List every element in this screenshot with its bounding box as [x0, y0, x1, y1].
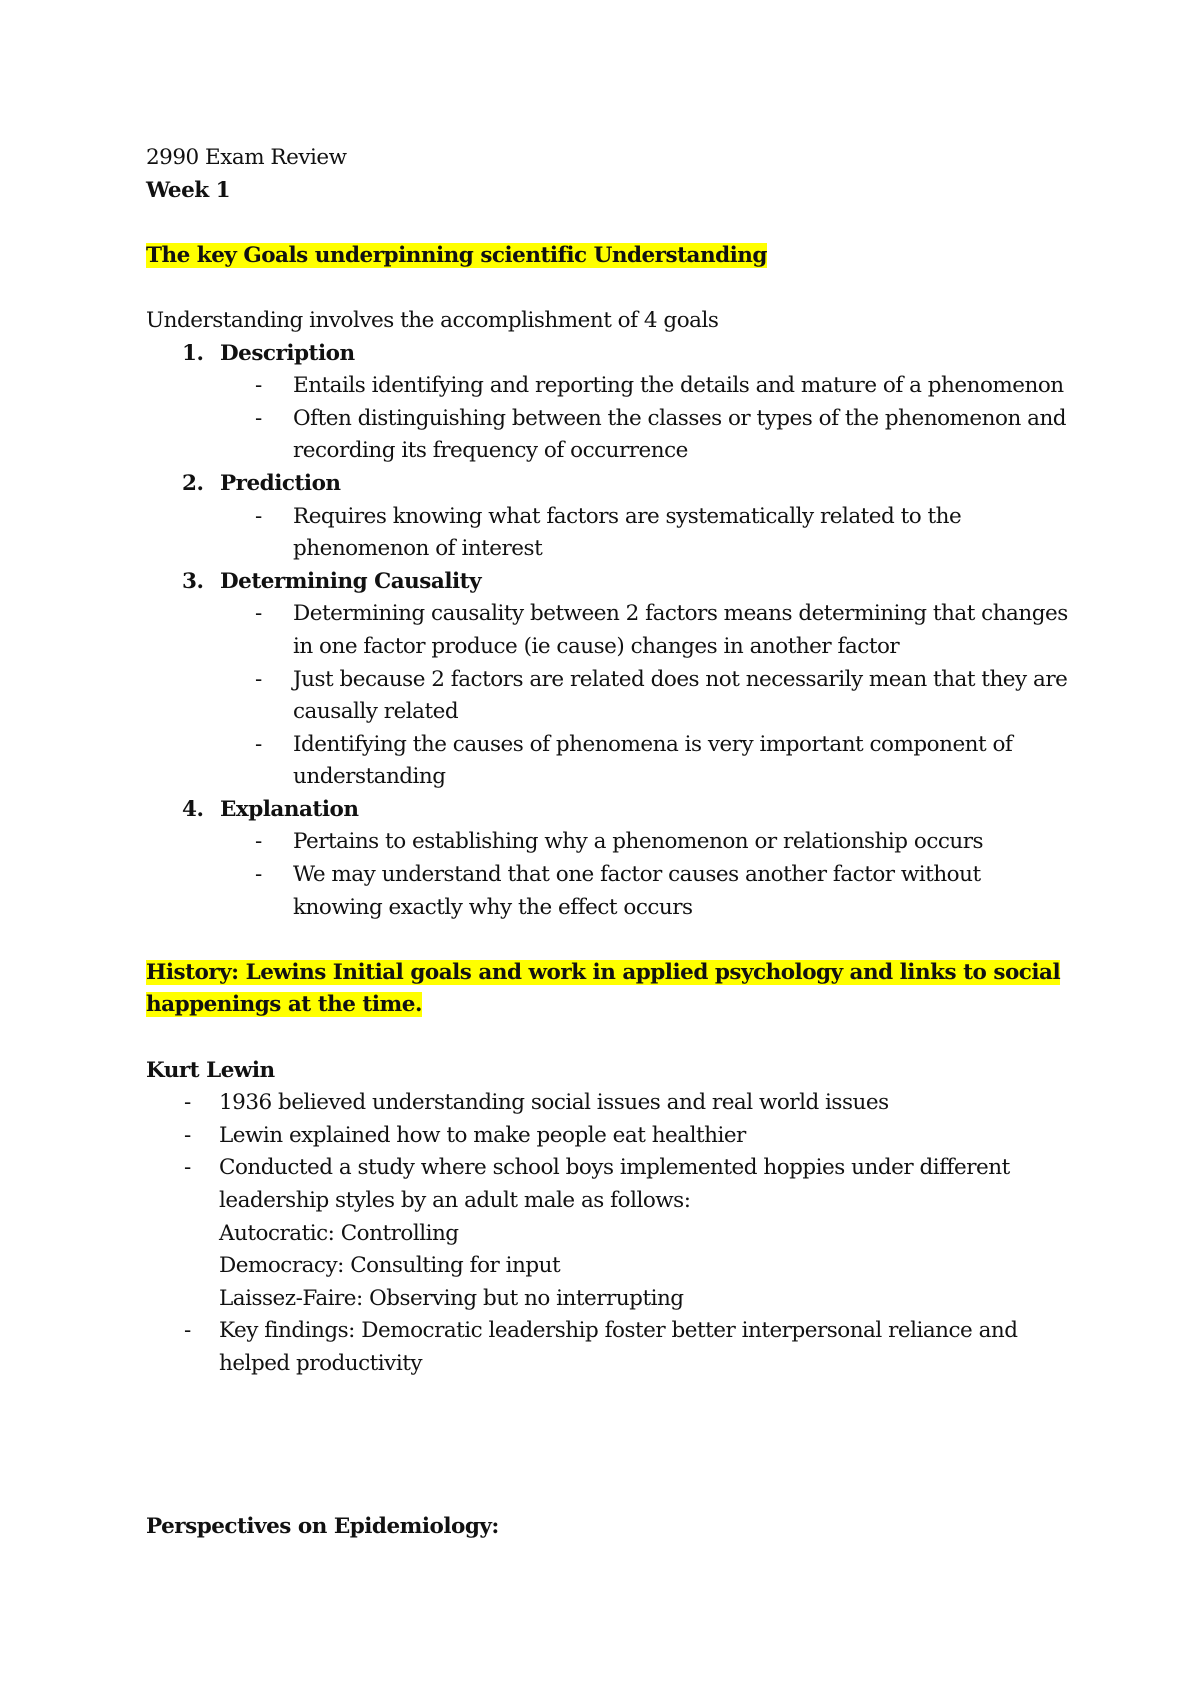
bullet-text: helped productivity — [219, 1350, 422, 1376]
bullet-text: phenomenon of interest — [293, 536, 543, 562]
bullet-dash: - — [255, 601, 262, 627]
section-heading-goals: The key Goals underpinning scientific Understanding — [146, 242, 767, 268]
section-heading-epidemiology: Perspectives on Epidemiology: — [146, 1513, 499, 1539]
section-heading-history-line2: happenings at the time. — [146, 992, 422, 1018]
lewin-bullet — [146, 1152, 1086, 1315]
bullet-dash: - — [255, 862, 262, 888]
goal-title: Determining Causality — [220, 568, 482, 594]
bullet-dash: - — [184, 1090, 191, 1116]
goal-title: Description — [220, 340, 355, 366]
bullet-text: Entails identifying and reporting the details and mature of a phenomenon — [293, 373, 1064, 399]
goal-number: 4. — [182, 796, 204, 822]
lewin-list — [146, 1087, 1086, 1380]
bullet-text: Lewin explained how to make people eat healthier — [219, 1122, 746, 1148]
bullet-text: knowing exactly why the effect occurs — [293, 894, 693, 920]
spacer — [146, 207, 1086, 240]
bullet-text: causally related — [293, 699, 459, 725]
bullet-text: Often distinguishing between the classes or types of the phenomenon and — [293, 405, 1067, 431]
bullet-text: in one factor produce (ie cause) changes in another factor — [293, 633, 900, 659]
bullet-text: Requires knowing what factors are systematically related to the — [293, 503, 962, 529]
goal-item — [146, 468, 1086, 501]
week-label: Week 1 — [146, 177, 231, 203]
goal-number: 3. — [182, 568, 204, 594]
bullet-text: Key findings: Democratic leadership foster better interpersonal reliance and — [219, 1318, 1018, 1344]
bullet-text: Pertains to establishing why a phenomenon or relationship occurs — [293, 829, 984, 855]
bullet-text: understanding — [293, 764, 446, 790]
spacer — [146, 1446, 1086, 1479]
goal-bullet — [146, 598, 1086, 663]
section-heading-history-line1: History: Lewins Initial goals and work in applied psychology and links to social — [146, 959, 1061, 985]
bullet-dash: - — [184, 1318, 191, 1344]
goal-item — [146, 794, 1086, 827]
document-title: 2990 Exam Review — [146, 145, 347, 170]
goal-number: 1. — [182, 340, 204, 366]
spacer — [146, 1381, 1086, 1414]
bullet-text: Identifying the causes of phenomena is very important component of — [293, 731, 1013, 757]
goal-item — [146, 338, 1086, 371]
goals-list — [146, 338, 1086, 925]
goal-bullet — [146, 826, 1086, 859]
document-page — [146, 142, 1086, 1544]
bullet-text: We may understand that one factor causes another factor without — [293, 862, 981, 888]
bullet-dash: - — [255, 373, 262, 399]
spacer — [146, 1022, 1086, 1055]
bullet-text: 1936 believed understanding social issues and real world issues — [219, 1090, 889, 1116]
bullet-text: Autocratic: Controlling — [219, 1220, 459, 1246]
bullet-text: recording its frequency of occurrence — [293, 438, 688, 464]
goal-number: 2. — [182, 470, 204, 496]
goal-bullet — [146, 859, 1086, 924]
lewin-bullet — [146, 1120, 1086, 1153]
bullet-text: Democracy: Consulting for input — [219, 1253, 561, 1279]
bullet-dash: - — [255, 666, 262, 692]
bullet-text: leadership styles by an adult male as follows: — [219, 1188, 691, 1213]
bullet-dash: - — [255, 405, 262, 431]
goal-item — [146, 566, 1086, 599]
spacer — [146, 1478, 1086, 1511]
goal-title: Prediction — [220, 470, 341, 496]
lewin-bullet — [146, 1315, 1086, 1380]
lewin-bullet — [146, 1087, 1086, 1120]
spacer — [146, 924, 1086, 957]
goal-bullet — [146, 664, 1086, 729]
kurt-lewin-heading: Kurt Lewin — [146, 1057, 275, 1083]
goal-title: Explanation — [220, 796, 359, 822]
bullet-text: Conducted a study where school boys implemented hoppies under different — [219, 1155, 1010, 1181]
spacer — [146, 272, 1086, 305]
spacer — [146, 1413, 1086, 1446]
bullet-dash: - — [255, 829, 262, 855]
goal-bullet — [146, 403, 1086, 468]
bullet-text: Just because 2 factors are related does not necessarily mean that they are — [293, 666, 1068, 692]
bullet-dash: - — [184, 1122, 191, 1148]
bullet-dash: - — [184, 1155, 191, 1181]
goals-intro: Understanding involves the accomplishment of 4 goals — [146, 307, 719, 333]
bullet-dash: - — [255, 503, 262, 529]
goal-bullet — [146, 370, 1086, 403]
bullet-dash: - — [255, 731, 262, 757]
goal-bullet — [146, 729, 1086, 794]
bullet-text: Determining causality between 2 factors means determining that changes — [293, 601, 1068, 627]
bullet-text: Laissez-Faire: Observing but no interrupting — [219, 1285, 684, 1311]
goal-bullet — [146, 501, 1086, 566]
